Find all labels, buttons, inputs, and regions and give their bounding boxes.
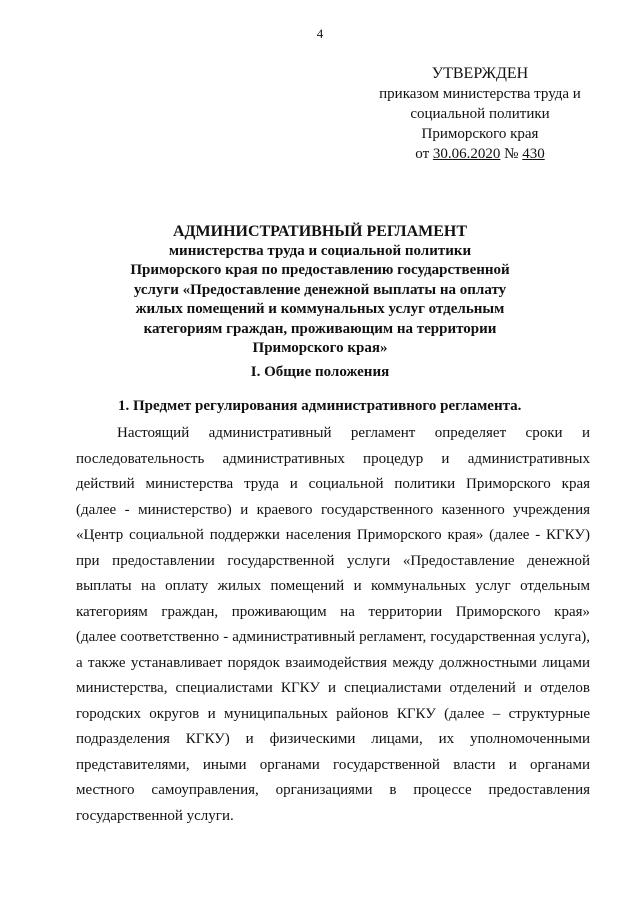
paragraph-line: при предоставлении государственной услуги «Предоставление денежной — [76, 552, 590, 569]
section-heading: I. Общие положения — [250, 364, 390, 380]
document-title-block — [90, 222, 550, 359]
paragraph-line: местного самоуправления, организациями в процессе предоставления — [76, 782, 590, 798]
paragraph-line: выплаты на оплату жилых помещений и коммунальных услуг отдельным — [76, 578, 590, 594]
paragraph-line: государственной услуги. — [76, 807, 234, 824]
paragraph-line: действий министерства труда и социальной политики Приморского края — [76, 476, 590, 492]
title-line: Приморского края по предоставлению государственной — [130, 262, 510, 278]
paragraph-line: представителями, иными органами государственной власти и органами — [76, 756, 590, 773]
approval-number: 430 — [522, 146, 545, 162]
document-title: АДМИНИСТРАТИВНЫЙ РЕГЛАМЕНТ — [172, 223, 468, 240]
title-line: министерства труда и социальной политики — [168, 242, 472, 259]
body-paragraph — [76, 421, 590, 829]
paragraph-line: а также устанавливает порядок взаимодействия между должностными лицами — [76, 654, 590, 671]
paragraph-line: городских округов и муниципальных районов КГКУ (далее – структурные — [76, 705, 590, 722]
title-line: категориям граждан, проживающим на территории — [143, 320, 497, 337]
paragraph-line: министерства, специалистами КГКУ и специалистами отделений и отделов — [76, 680, 590, 696]
approval-date-prefix: от — [415, 146, 430, 162]
paragraph-line: «Центр социальной поддержки населения Приморского края» (далее - КГКУ) — [76, 527, 590, 543]
title-line: услуги «Предоставление денежной выплаты на оплату — [133, 281, 507, 298]
paragraph-line: подразделения КГКУ) и физическими лицами, их уполномоченными — [76, 731, 590, 747]
approval-line-3: Приморского края — [421, 126, 539, 142]
approval-block — [360, 64, 600, 164]
paragraph-line: категориям граждан, проживающим на территории Приморского края» — [76, 603, 590, 620]
approval-line-2: социальной политики — [410, 106, 550, 122]
paragraph-line: (далее - министерство) и краевого государственного казенного учреждения — [76, 501, 590, 518]
paragraph-line: последовательность административных процедур и административных — [76, 450, 590, 467]
approval-title: УТВЕРЖДЕН — [431, 65, 529, 82]
paragraph-line: (далее соответственно - административный регламент, государственная услуга), — [76, 629, 590, 645]
approval-date: 30.06.2020 — [432, 146, 501, 162]
paragraph-line: Настоящий административный регламент определяет сроки и — [117, 425, 590, 441]
subsection-heading: 1. Предмет регулирования административного регламента. — [118, 398, 522, 414]
title-line: Приморского края» — [252, 340, 388, 356]
approval-date-line — [360, 144, 600, 164]
approval-line-1: приказом министерства труда и — [379, 86, 581, 102]
title-line: жилых помещений и коммунальных услуг отдельным — [135, 301, 505, 317]
page-number: 4 — [316, 26, 324, 41]
approval-number-sign: № — [504, 146, 519, 162]
